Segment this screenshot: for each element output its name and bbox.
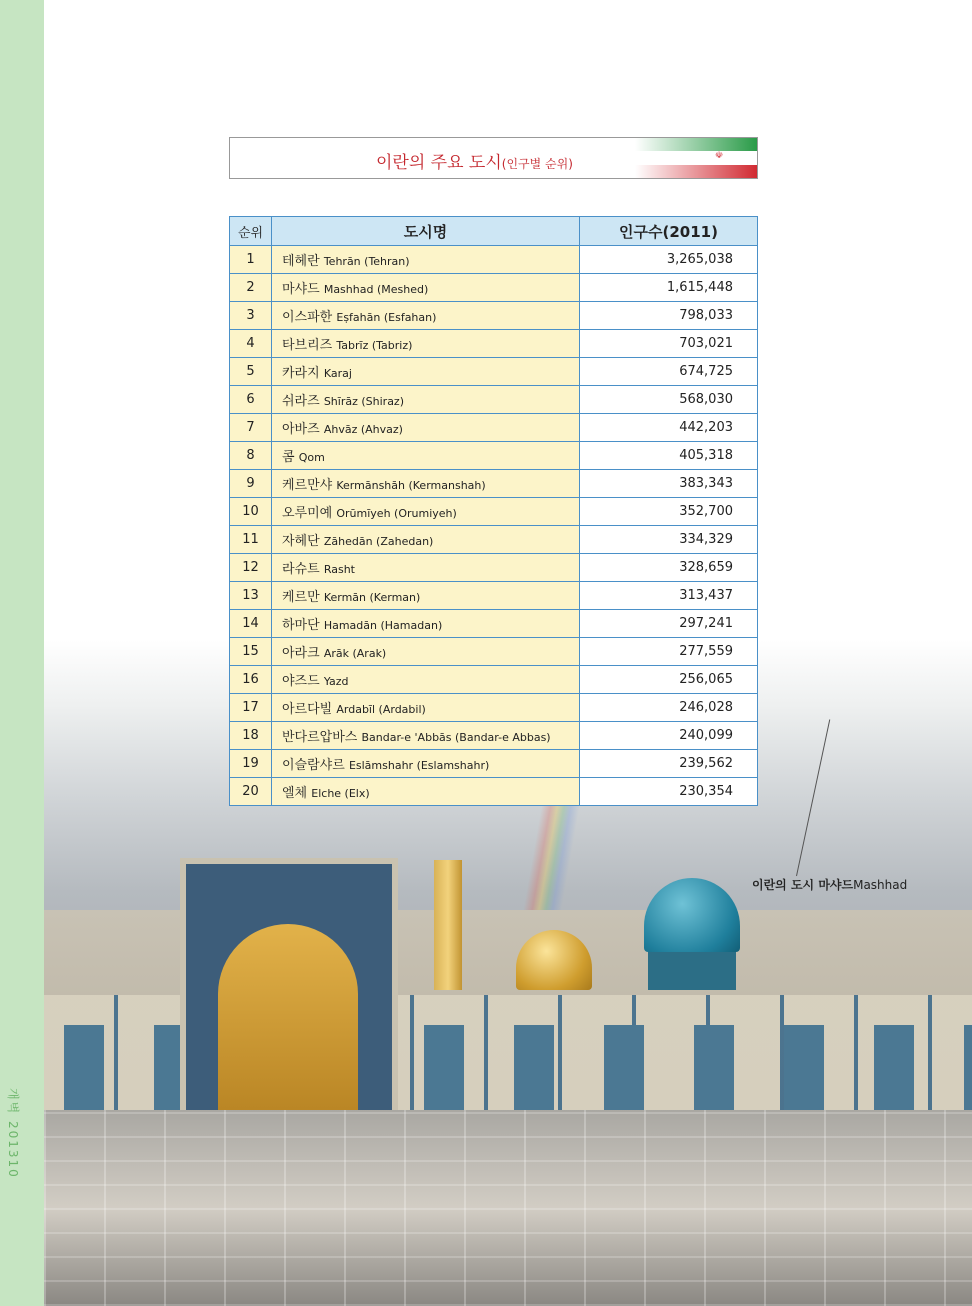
city-korean: 마샤드 <box>282 282 320 297</box>
row-rank: 16 <box>230 666 272 694</box>
table-row <box>230 414 758 442</box>
city-roman: Karaj <box>323 367 352 380</box>
city-roman: Ardabīl (Ardabil) <box>336 703 426 716</box>
city-korean: 아르다빌 <box>282 702 333 717</box>
city-korean: 쉬라즈 <box>282 394 320 409</box>
city-korean: 라슈트 <box>282 562 320 577</box>
city-korean: 아라크 <box>282 646 320 661</box>
title-box <box>229 137 758 179</box>
caption-roman: Mashhad <box>853 878 908 892</box>
row-city <box>272 442 580 470</box>
row-population: 405,318 <box>580 442 758 470</box>
city-korean: 카라지 <box>282 366 320 381</box>
row-city <box>272 414 580 442</box>
table-row <box>230 582 758 610</box>
city-korean: 반다르압바스 <box>282 730 358 745</box>
row-city <box>272 498 580 526</box>
photo-caption <box>752 876 907 893</box>
city-korean: 하마단 <box>282 618 320 633</box>
row-city <box>272 386 580 414</box>
city-korean: 케르만샤 <box>282 478 333 493</box>
side-issue-label: 개벽 201310 <box>6 1088 20 1179</box>
table-row <box>230 554 758 582</box>
row-rank: 1 <box>230 246 272 274</box>
city-roman: Eslāmshahr (Eslamshahr) <box>348 759 490 772</box>
row-city <box>272 246 580 274</box>
city-korean: 이슬람샤르 <box>282 758 345 773</box>
table-row <box>230 610 758 638</box>
row-population: 352,700 <box>580 498 758 526</box>
header-population: 인구수(2011) <box>580 217 758 246</box>
row-rank: 8 <box>230 442 272 470</box>
row-city <box>272 694 580 722</box>
city-roman: Zāhedān (Zahedan) <box>323 535 434 548</box>
city-roman: Ahvāz (Ahvaz) <box>323 423 403 436</box>
row-city <box>272 666 580 694</box>
row-city <box>272 358 580 386</box>
city-korean: 케르만 <box>282 590 320 605</box>
row-city <box>272 638 580 666</box>
row-population: 703,021 <box>580 330 758 358</box>
row-city <box>272 750 580 778</box>
row-rank: 14 <box>230 610 272 638</box>
table-row <box>230 498 758 526</box>
header-rank: 순위 <box>230 217 272 246</box>
table-row <box>230 442 758 470</box>
row-population: 1,615,448 <box>580 274 758 302</box>
row-rank: 7 <box>230 414 272 442</box>
city-roman: Tehrān (Tehran) <box>323 255 410 268</box>
table-body <box>230 246 758 806</box>
city-roman: Bandar-e 'Abbās (Bandar-e Abbas) <box>361 731 551 744</box>
city-korean: 야즈드 <box>282 674 320 689</box>
row-city <box>272 554 580 582</box>
table-row <box>230 470 758 498</box>
flag-emblem-icon: ☫ <box>715 151 724 161</box>
row-rank: 20 <box>230 778 272 806</box>
table-row <box>230 526 758 554</box>
city-roman: Qom <box>298 451 325 464</box>
city-korean: 타브리즈 <box>282 338 333 353</box>
city-roman: Arāk (Arak) <box>323 647 387 660</box>
row-city <box>272 330 580 358</box>
city-roman: Kermānshāh (Kermanshah) <box>336 479 486 492</box>
row-city <box>272 526 580 554</box>
row-rank: 19 <box>230 750 272 778</box>
city-korean: 자헤단 <box>282 534 320 549</box>
city-korean: 아바즈 <box>282 422 320 437</box>
photo-portal <box>180 858 398 1130</box>
table-row <box>230 666 758 694</box>
city-roman: Rasht <box>323 563 355 576</box>
table-row <box>230 246 758 274</box>
city-korean: 콤 <box>282 450 295 465</box>
table-row <box>230 358 758 386</box>
city-korean: 이스파한 <box>282 310 333 325</box>
city-roman: Eṣfahān (Esfahan) <box>336 311 437 324</box>
row-population: 297,241 <box>580 610 758 638</box>
table-row <box>230 330 758 358</box>
city-roman: Elche (Elx) <box>311 787 370 800</box>
title-main: 이란의 주요 도시 <box>376 153 502 173</box>
row-city <box>272 582 580 610</box>
row-city <box>272 610 580 638</box>
iran-flag-icon <box>635 138 757 178</box>
city-table <box>229 216 758 806</box>
row-rank: 15 <box>230 638 272 666</box>
city-roman: Orūmīyeh (Orumiyeh) <box>336 507 457 520</box>
row-rank: 4 <box>230 330 272 358</box>
row-population: 240,099 <box>580 722 758 750</box>
photo-minaret <box>434 860 462 990</box>
table-row <box>230 750 758 778</box>
row-population: 256,065 <box>580 666 758 694</box>
photo-courtyard-floor <box>44 1110 972 1306</box>
city-roman: Kermān (Kerman) <box>323 591 421 604</box>
row-city <box>272 302 580 330</box>
row-city <box>272 778 580 806</box>
table-header-row <box>230 217 758 246</box>
row-population: 798,033 <box>580 302 758 330</box>
table-row <box>230 302 758 330</box>
table-row <box>230 638 758 666</box>
row-population: 3,265,038 <box>580 246 758 274</box>
row-rank: 5 <box>230 358 272 386</box>
row-rank: 13 <box>230 582 272 610</box>
city-roman: Hamadān (Hamadan) <box>323 619 443 632</box>
city-korean: 엘체 <box>282 786 308 801</box>
row-rank: 3 <box>230 302 272 330</box>
row-population: 230,354 <box>580 778 758 806</box>
city-korean: 오루미예 <box>282 506 333 521</box>
row-rank: 18 <box>230 722 272 750</box>
row-population: 568,030 <box>580 386 758 414</box>
row-city <box>272 722 580 750</box>
row-population: 277,559 <box>580 638 758 666</box>
row-population: 674,725 <box>580 358 758 386</box>
header-city: 도시명 <box>272 217 580 246</box>
city-roman: Yazd <box>323 675 349 688</box>
photo-golden-arch <box>218 924 358 1114</box>
row-population: 239,562 <box>580 750 758 778</box>
table-row <box>230 722 758 750</box>
row-rank: 11 <box>230 526 272 554</box>
caption-korean: 이란의 도시 마샤드 <box>752 878 854 892</box>
row-rank: 17 <box>230 694 272 722</box>
row-rank: 2 <box>230 274 272 302</box>
table-row <box>230 386 758 414</box>
city-roman: Shīrāz (Shiraz) <box>323 395 405 408</box>
city-korean: 테헤란 <box>282 254 320 269</box>
row-rank: 6 <box>230 386 272 414</box>
row-rank: 9 <box>230 470 272 498</box>
row-rank: 12 <box>230 554 272 582</box>
row-population: 246,028 <box>580 694 758 722</box>
row-city <box>272 470 580 498</box>
city-roman: Tabrīz (Tabriz) <box>336 339 413 352</box>
row-population: 313,437 <box>580 582 758 610</box>
table-row <box>230 274 758 302</box>
row-population: 442,203 <box>580 414 758 442</box>
city-roman: Mashhad (Meshed) <box>323 283 429 296</box>
row-population: 328,659 <box>580 554 758 582</box>
table-row <box>230 694 758 722</box>
row-city <box>272 274 580 302</box>
row-rank: 10 <box>230 498 272 526</box>
title-sub: (인구별 순위) <box>501 157 573 171</box>
table-row <box>230 778 758 806</box>
row-population: 383,343 <box>580 470 758 498</box>
row-population: 334,329 <box>580 526 758 554</box>
page-title <box>376 148 573 173</box>
